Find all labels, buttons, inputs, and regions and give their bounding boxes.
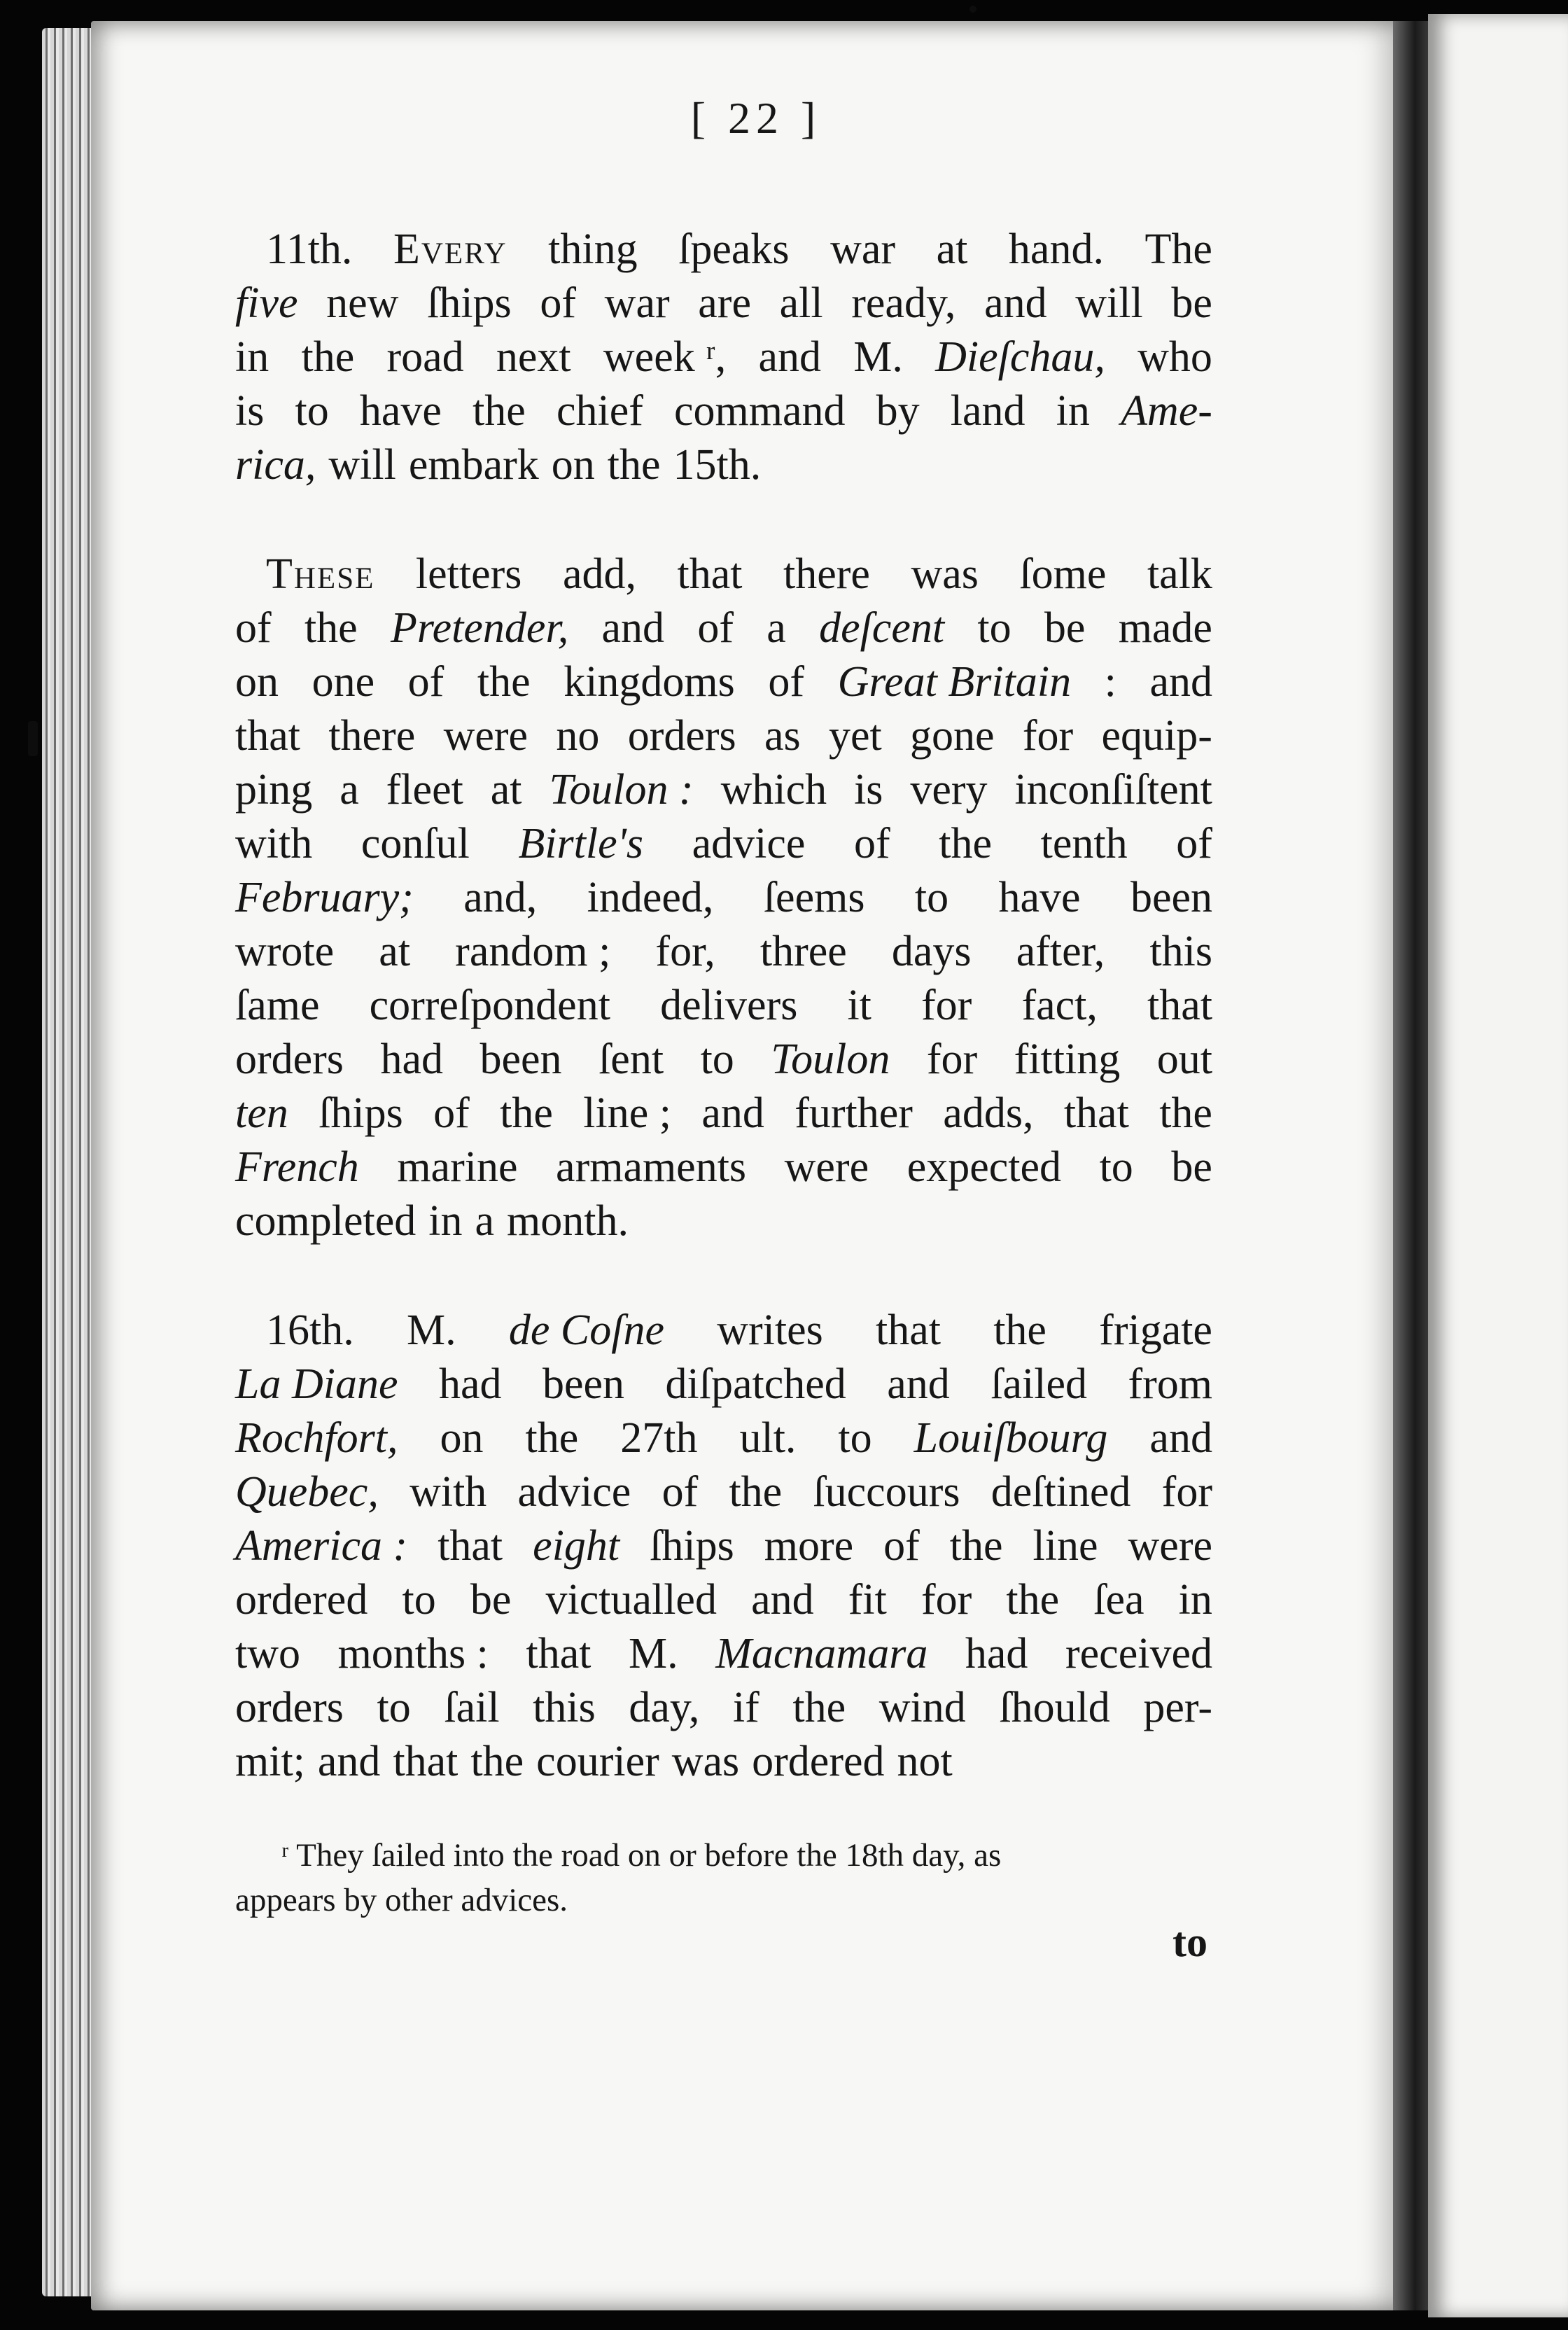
word: tenth bbox=[1040, 820, 1128, 867]
text-line bbox=[235, 547, 1212, 601]
word: this bbox=[1149, 928, 1212, 975]
word: of bbox=[235, 604, 272, 652]
word: to bbox=[377, 1684, 411, 1731]
word: on bbox=[235, 658, 279, 706]
text-line bbox=[235, 1033, 1212, 1087]
text-line bbox=[235, 979, 1212, 1033]
word: ſpeaks bbox=[678, 225, 790, 273]
word: eight bbox=[533, 1522, 620, 1570]
text-line bbox=[235, 871, 1212, 925]
footnote bbox=[235, 1833, 1212, 1923]
word: indeed, bbox=[587, 874, 714, 921]
facing-page-edge bbox=[1428, 14, 1568, 2317]
word: French bbox=[235, 1143, 359, 1191]
word: wind bbox=[878, 1684, 966, 1731]
word: had bbox=[965, 1630, 1028, 1677]
word: that bbox=[677, 550, 743, 598]
word: a bbox=[475, 1197, 494, 1245]
word: will bbox=[328, 441, 396, 489]
word: have bbox=[359, 387, 442, 435]
word: Quebec, bbox=[235, 1468, 379, 1516]
word: the bbox=[729, 1468, 783, 1516]
word: the bbox=[792, 1684, 846, 1731]
word: the bbox=[939, 820, 993, 867]
paragraph bbox=[235, 547, 1212, 1248]
word: on bbox=[551, 441, 595, 489]
paragraph-gap bbox=[235, 492, 1212, 547]
word: of bbox=[662, 1468, 699, 1516]
word: orders bbox=[235, 1684, 344, 1731]
text-line bbox=[235, 1087, 1212, 1140]
word: war bbox=[830, 225, 896, 273]
word: deſtined bbox=[990, 1468, 1131, 1516]
word: been bbox=[1130, 874, 1212, 921]
word: and bbox=[887, 1360, 950, 1408]
word: been bbox=[542, 1360, 625, 1408]
word: of bbox=[407, 658, 444, 706]
book-page-edges bbox=[42, 28, 95, 2296]
word: was bbox=[671, 1738, 740, 1785]
word: ready, bbox=[851, 279, 956, 327]
word: war bbox=[604, 279, 670, 327]
word: that bbox=[1063, 1089, 1129, 1137]
word: ſame bbox=[235, 982, 320, 1029]
word: at bbox=[490, 766, 522, 814]
word: ſail bbox=[444, 1684, 500, 1731]
page-number: [ 22 ] bbox=[690, 93, 822, 143]
book-gutter bbox=[1393, 21, 1429, 2310]
word: received bbox=[1065, 1630, 1212, 1677]
word: to bbox=[914, 874, 949, 921]
word: are bbox=[698, 279, 751, 327]
word: and bbox=[701, 1089, 764, 1137]
word: a bbox=[340, 766, 359, 814]
word: ten bbox=[235, 1089, 288, 1137]
word: with bbox=[410, 1468, 487, 1516]
word: had bbox=[380, 1035, 443, 1083]
word: M. bbox=[853, 333, 903, 381]
word: from bbox=[1128, 1360, 1212, 1408]
word: month. bbox=[507, 1197, 629, 1245]
paragraph bbox=[235, 1304, 1212, 1789]
word: for, bbox=[655, 928, 715, 975]
word: Great Britain bbox=[837, 658, 1072, 706]
word: rica, bbox=[235, 441, 316, 489]
word: courier bbox=[536, 1738, 659, 1785]
word: Ame- bbox=[1121, 387, 1212, 435]
word: M. bbox=[629, 1630, 678, 1677]
word: ordered bbox=[752, 1738, 885, 1785]
text-line bbox=[235, 1519, 1212, 1573]
word: equip- bbox=[1101, 712, 1212, 760]
text-line bbox=[235, 384, 1212, 438]
word: ſea bbox=[1093, 1576, 1144, 1624]
word: fitting bbox=[1014, 1035, 1121, 1083]
word: there bbox=[328, 712, 416, 760]
word: the bbox=[500, 1089, 553, 1137]
word: of bbox=[540, 279, 577, 327]
word: embark bbox=[408, 441, 539, 489]
word: the bbox=[525, 1414, 579, 1462]
word: ſailed bbox=[990, 1360, 1087, 1408]
word: were bbox=[784, 1143, 869, 1191]
word: that bbox=[1147, 982, 1212, 1029]
word: diſpatched bbox=[665, 1360, 846, 1408]
word: deſcent bbox=[819, 604, 945, 652]
word: land bbox=[950, 387, 1026, 435]
word: fleet bbox=[386, 766, 463, 814]
word: three bbox=[760, 928, 847, 975]
word: there bbox=[783, 550, 870, 598]
word: in bbox=[1056, 387, 1090, 435]
word: not bbox=[897, 1738, 953, 1785]
word: 16th. bbox=[266, 1306, 354, 1354]
word: add, bbox=[562, 550, 636, 598]
word: marine bbox=[397, 1143, 518, 1191]
text-line bbox=[235, 763, 1212, 817]
word: after, bbox=[1016, 928, 1105, 975]
word: had bbox=[438, 1360, 502, 1408]
word: that bbox=[393, 1738, 458, 1785]
word: the bbox=[1006, 1576, 1060, 1624]
catchword: to bbox=[1172, 1919, 1208, 1965]
word: on bbox=[440, 1414, 484, 1462]
text-line bbox=[235, 1194, 1212, 1248]
word: the bbox=[1159, 1089, 1212, 1137]
word: Toulon bbox=[771, 1035, 890, 1083]
word: ſome bbox=[1019, 550, 1107, 598]
word: Dieſchau, bbox=[935, 333, 1105, 381]
text-line bbox=[235, 1304, 1212, 1358]
word: ſeems bbox=[763, 874, 865, 921]
word: armaments bbox=[556, 1143, 747, 1191]
text-line bbox=[235, 1140, 1212, 1194]
word: months : bbox=[337, 1630, 489, 1677]
word: hand. bbox=[1008, 225, 1104, 273]
word: ordered bbox=[235, 1576, 368, 1624]
scan-speck bbox=[28, 721, 38, 756]
text-line bbox=[235, 1735, 1212, 1789]
text-line bbox=[235, 223, 1212, 277]
word: days bbox=[891, 928, 972, 975]
word: delivers bbox=[660, 982, 798, 1029]
text-line bbox=[235, 655, 1212, 709]
word: that bbox=[875, 1306, 941, 1354]
word: line ; bbox=[583, 1089, 671, 1137]
word: is bbox=[235, 387, 265, 435]
word: the bbox=[301, 333, 355, 381]
word: the bbox=[993, 1306, 1046, 1354]
word: letters bbox=[415, 550, 522, 598]
word: for bbox=[926, 1035, 978, 1083]
text-line bbox=[235, 1573, 1212, 1627]
word: of bbox=[854, 820, 890, 867]
word: writes bbox=[717, 1306, 823, 1354]
word: de Coſne bbox=[508, 1306, 664, 1354]
word: was bbox=[911, 550, 979, 598]
word: have bbox=[998, 874, 1081, 921]
word: of bbox=[433, 1089, 470, 1137]
word: ſhips bbox=[427, 279, 512, 327]
word: ſhould bbox=[999, 1684, 1110, 1731]
word: five bbox=[235, 279, 298, 327]
word: in bbox=[428, 1197, 463, 1245]
word: new bbox=[326, 279, 399, 327]
word: These bbox=[266, 550, 375, 598]
text-line bbox=[235, 925, 1212, 979]
text-line bbox=[235, 1465, 1212, 1519]
word: further bbox=[794, 1089, 913, 1137]
word: been bbox=[479, 1035, 562, 1083]
word: and bbox=[1149, 1414, 1212, 1462]
word: a bbox=[766, 604, 786, 652]
word: in bbox=[1178, 1576, 1212, 1624]
word: adds, bbox=[943, 1089, 1034, 1137]
paragraph bbox=[235, 223, 1212, 492]
word: and bbox=[1149, 658, 1212, 706]
word: America : bbox=[235, 1522, 408, 1570]
word: this bbox=[533, 1684, 596, 1731]
word: ʳ They ſailed into the road on or before the 18th day, as bbox=[281, 1837, 1002, 1874]
word: one bbox=[312, 658, 375, 706]
word: the bbox=[472, 387, 526, 435]
word: 27th bbox=[620, 1414, 698, 1462]
text-line bbox=[235, 1878, 1212, 1923]
word: wrote bbox=[235, 928, 335, 975]
word: as bbox=[764, 712, 801, 760]
word: ſuccours bbox=[813, 1468, 960, 1516]
word: Rochfort, bbox=[235, 1414, 398, 1462]
word: week ʳ, bbox=[603, 333, 727, 381]
word: be bbox=[470, 1576, 512, 1624]
word: mit; bbox=[235, 1738, 305, 1785]
word: in bbox=[235, 333, 270, 381]
word: the bbox=[470, 1738, 524, 1785]
word: the bbox=[607, 441, 661, 489]
word: Birtle's bbox=[518, 820, 644, 867]
word: for bbox=[920, 1576, 972, 1624]
word: fit bbox=[848, 1576, 887, 1624]
word: of bbox=[883, 1522, 920, 1570]
word: more bbox=[764, 1522, 854, 1570]
word: orders bbox=[627, 712, 736, 760]
word: kingdoms bbox=[564, 658, 735, 706]
word: La Diane bbox=[235, 1360, 398, 1408]
text-line bbox=[235, 1411, 1212, 1465]
word: correſpondent bbox=[369, 982, 610, 1029]
text-line bbox=[235, 817, 1212, 871]
word: by bbox=[876, 387, 920, 435]
text-line bbox=[235, 1358, 1212, 1411]
word: it bbox=[847, 982, 872, 1029]
word: : bbox=[1104, 658, 1116, 706]
word: be bbox=[1044, 604, 1086, 652]
word: per- bbox=[1143, 1684, 1212, 1731]
word: advice bbox=[692, 820, 806, 867]
word: ſent bbox=[598, 1035, 664, 1083]
word: who bbox=[1138, 333, 1212, 381]
word: the bbox=[477, 658, 531, 706]
word: very bbox=[910, 766, 988, 814]
word: command bbox=[674, 387, 846, 435]
word: appears by other advices. bbox=[235, 1882, 568, 1918]
word: be bbox=[1171, 1143, 1212, 1191]
word: and bbox=[751, 1576, 814, 1624]
word: at bbox=[379, 928, 411, 975]
word: for bbox=[1022, 712, 1074, 760]
word: of bbox=[697, 604, 734, 652]
word: of bbox=[1176, 820, 1212, 867]
word: chief bbox=[556, 387, 643, 435]
word: gone bbox=[910, 712, 995, 760]
word: and bbox=[758, 333, 821, 381]
text-line bbox=[235, 1681, 1212, 1735]
word: ſhips bbox=[650, 1522, 734, 1570]
word: line bbox=[1032, 1522, 1098, 1570]
text-line bbox=[235, 277, 1212, 330]
word: and bbox=[317, 1738, 381, 1785]
word: Every bbox=[393, 225, 507, 273]
word: frigate bbox=[1099, 1306, 1212, 1354]
word: and, bbox=[463, 874, 538, 921]
word: will bbox=[1075, 279, 1143, 327]
word: two bbox=[235, 1630, 300, 1677]
word: if bbox=[732, 1684, 760, 1731]
word: that bbox=[526, 1630, 592, 1677]
word: ping bbox=[235, 766, 313, 814]
word: M. bbox=[406, 1306, 456, 1354]
word: orders bbox=[235, 1035, 344, 1083]
text-line bbox=[235, 601, 1212, 655]
word: completed bbox=[235, 1197, 416, 1245]
word: 11th. bbox=[266, 225, 353, 273]
word: that bbox=[438, 1522, 503, 1570]
paragraph-gap bbox=[235, 1248, 1212, 1304]
scan-speck bbox=[969, 6, 976, 13]
word: all bbox=[779, 279, 823, 327]
word: ſhips bbox=[318, 1089, 403, 1137]
word: next bbox=[496, 333, 571, 381]
word: for bbox=[1161, 1468, 1212, 1516]
text-line bbox=[235, 330, 1212, 384]
word: 15th. bbox=[673, 441, 762, 489]
word: of bbox=[768, 658, 804, 706]
text-line bbox=[235, 709, 1212, 763]
word: inconſiſtent bbox=[1014, 766, 1212, 814]
word: thing bbox=[548, 225, 638, 273]
word: Toulon : bbox=[549, 766, 694, 814]
word: out bbox=[1156, 1035, 1212, 1083]
word: with bbox=[235, 820, 313, 867]
word: the bbox=[949, 1522, 1003, 1570]
word: made bbox=[1118, 604, 1212, 652]
word: is bbox=[854, 766, 883, 814]
word: victualled bbox=[545, 1576, 717, 1624]
word: to bbox=[402, 1576, 436, 1624]
word: for bbox=[921, 982, 972, 1029]
word: and bbox=[601, 604, 665, 652]
word: random ; bbox=[455, 928, 611, 975]
word: fact, bbox=[1021, 982, 1098, 1029]
word: to bbox=[295, 387, 329, 435]
word: advice bbox=[517, 1468, 631, 1516]
word: were bbox=[443, 712, 528, 760]
word: day, bbox=[629, 1684, 700, 1731]
word: which bbox=[720, 766, 827, 814]
word: to bbox=[838, 1414, 872, 1462]
text-line bbox=[235, 1833, 1212, 1878]
word: the bbox=[304, 604, 358, 652]
word: February; bbox=[235, 874, 414, 921]
word: Macnamara bbox=[715, 1630, 928, 1677]
word: to bbox=[700, 1035, 734, 1083]
word: to bbox=[1099, 1143, 1133, 1191]
word: Louiſbourg bbox=[913, 1414, 1108, 1462]
word: ult. bbox=[739, 1414, 797, 1462]
word: to bbox=[977, 604, 1011, 652]
word: no bbox=[556, 712, 600, 760]
word: at bbox=[936, 225, 968, 273]
word: that bbox=[235, 712, 300, 760]
word: conſul bbox=[360, 820, 470, 867]
word: yet bbox=[828, 712, 882, 760]
word: and bbox=[984, 279, 1047, 327]
word: Pretender, bbox=[390, 604, 569, 652]
word: road bbox=[386, 333, 464, 381]
word: talk bbox=[1147, 550, 1212, 598]
word: were bbox=[1128, 1522, 1212, 1570]
text-line bbox=[235, 1627, 1212, 1681]
word: The bbox=[1144, 225, 1212, 273]
text-line bbox=[235, 438, 1212, 492]
word: be bbox=[1171, 279, 1212, 327]
body-text bbox=[235, 223, 1212, 1789]
word: expected bbox=[906, 1143, 1061, 1191]
